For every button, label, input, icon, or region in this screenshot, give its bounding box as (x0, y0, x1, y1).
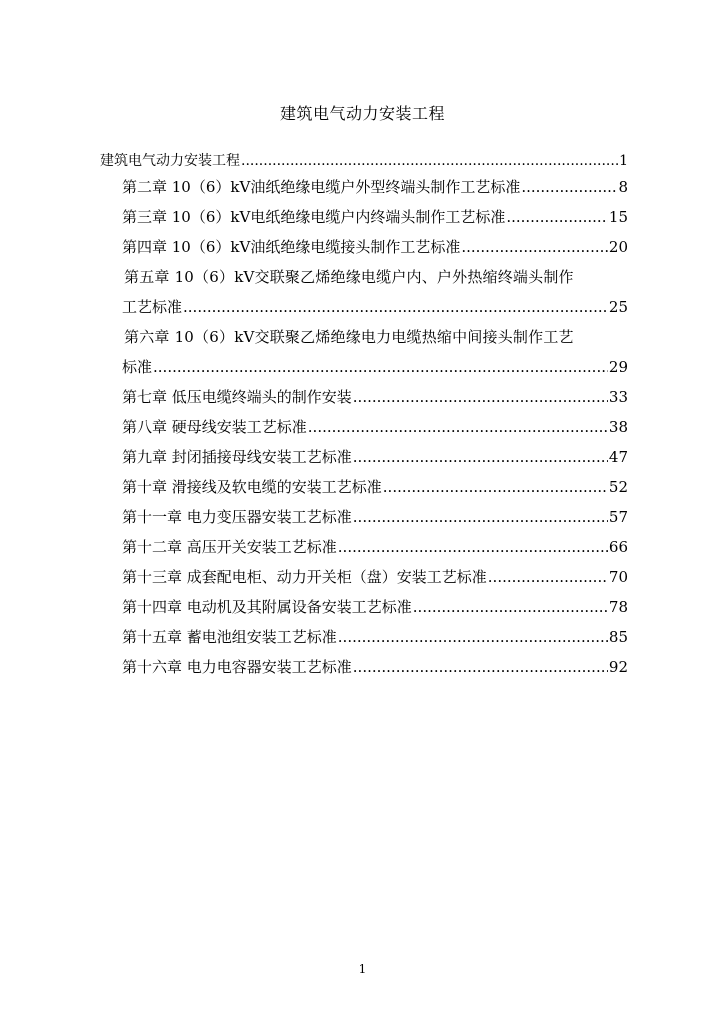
toc-entry-label: 第七章 低压电缆终端头的制作安装 (122, 388, 352, 406)
toc-entry-page: 57 (608, 508, 628, 526)
toc-entry-page: 38 (608, 418, 628, 436)
toc-entry-page: 15 (608, 208, 628, 226)
toc-leader-dots (353, 388, 608, 406)
toc-entry-label-line2-row (122, 296, 628, 326)
toc-leader-dots (383, 478, 608, 496)
toc-entry-page: 66 (608, 538, 628, 556)
toc-entry-chapter-5[interactable] (100, 266, 628, 326)
toc-entry-label: 第十六章 电力电容器安装工艺标准 (122, 658, 352, 676)
toc-entry-page: 52 (608, 478, 628, 496)
toc-entry-label: 第十二章 高压开关安装工艺标准 (122, 538, 337, 556)
toc-entry-page: 25 (608, 298, 628, 316)
toc-entry-label: 第二章 10（6）kV油纸绝缘电缆户外型终端头制作工艺标准 (122, 178, 521, 196)
toc-leader-dots (461, 238, 608, 256)
toc-entry-chapter-11[interactable] (100, 506, 628, 536)
toc-entry-chapter-14[interactable] (100, 596, 628, 626)
toc-entry-page: 47 (608, 448, 628, 466)
toc-leader-dots (353, 658, 608, 676)
page-title: 建筑电气动力安装工程 (279, 104, 445, 123)
toc-leader-dots (506, 208, 608, 226)
toc-entry-chapter-6[interactable] (100, 326, 628, 386)
toc-entry-label: 第十四章 电动机及其附属设备安装工艺标准 (122, 598, 412, 616)
page-number: 1 (358, 962, 367, 976)
toc-leader-dots (521, 178, 617, 196)
toc-leader-dots (241, 153, 618, 169)
toc-entry-label-line2: 工艺标准 (122, 298, 183, 316)
toc-entry-label-line1: 第六章 10（6）kV交联聚乙烯绝缘电力电缆热缩中间接头制作工艺 (124, 328, 574, 346)
toc-leader-dots (353, 448, 608, 466)
toc-entry-chapter-15[interactable] (100, 626, 628, 656)
toc-entry-top[interactable] (100, 150, 628, 176)
toc-entry-label: 第四章 10（6）kV油纸绝缘电缆接头制作工艺标准 (122, 238, 461, 256)
toc-leader-dots (183, 298, 608, 316)
toc-leader-dots (338, 538, 608, 556)
toc-entry-chapter-12[interactable] (100, 536, 628, 566)
toc-entry-chapter-10[interactable] (100, 476, 628, 506)
toc-entry-chapter-13[interactable] (100, 566, 628, 596)
table-of-contents (100, 150, 628, 686)
toc-entry-chapter-2[interactable] (100, 176, 628, 206)
toc-entry-label: 第九章 封闭插接母线安装工艺标准 (122, 448, 352, 466)
toc-entry-page: 29 (608, 358, 628, 376)
toc-leader-dots (308, 418, 608, 436)
toc-entry-page: 8 (618, 178, 628, 196)
toc-entry-page: 20 (608, 238, 628, 256)
toc-entry-label: 第十五章 蓄电池组安装工艺标准 (122, 628, 337, 646)
toc-entry-label: 第十三章 成套配电柜、动力开关柜（盘）安装工艺标准 (122, 568, 487, 586)
toc-entry-chapter-3[interactable] (100, 206, 628, 236)
toc-entry-page: 33 (608, 388, 628, 406)
toc-leader-dots (353, 508, 608, 526)
toc-entry-label: 第三章 10（6）kV电纸绝缘电缆户内终端头制作工艺标准 (122, 208, 506, 226)
toc-entry-chapter-7[interactable] (100, 386, 628, 416)
toc-entry-page: 92 (608, 658, 628, 676)
toc-entry-label-line1: 第五章 10（6）kV交联聚乙烯绝缘电缆户内、户外热缩终端头制作 (124, 268, 574, 286)
toc-leader-dots (488, 568, 608, 586)
toc-entry-label: 第十章 滑接线及软电缆的安装工艺标准 (122, 478, 382, 496)
toc-entry-page: 85 (608, 628, 628, 646)
toc-entry-chapter-8[interactable] (100, 416, 628, 446)
toc-entry-page: 70 (608, 568, 628, 586)
toc-entry-page: 78 (608, 598, 628, 616)
toc-leader-dots (338, 628, 608, 646)
toc-leader-dots (413, 598, 608, 616)
toc-entry-label-line2: 标准 (122, 358, 153, 376)
toc-leader-dots (153, 358, 608, 376)
toc-entry-label-line2-row (122, 356, 628, 386)
toc-entry-chapter-9[interactable] (100, 446, 628, 476)
toc-entry-label: 第八章 硬母线安装工艺标准 (122, 418, 307, 436)
toc-entry-page: 1 (619, 153, 628, 169)
toc-entry-label: 第十一章 电力变压器安装工艺标准 (122, 508, 352, 526)
toc-entry-chapter-16[interactable] (100, 656, 628, 686)
toc-entry-chapter-4[interactable] (100, 236, 628, 266)
toc-entry-label: 建筑电气动力安装工程 (100, 153, 240, 169)
